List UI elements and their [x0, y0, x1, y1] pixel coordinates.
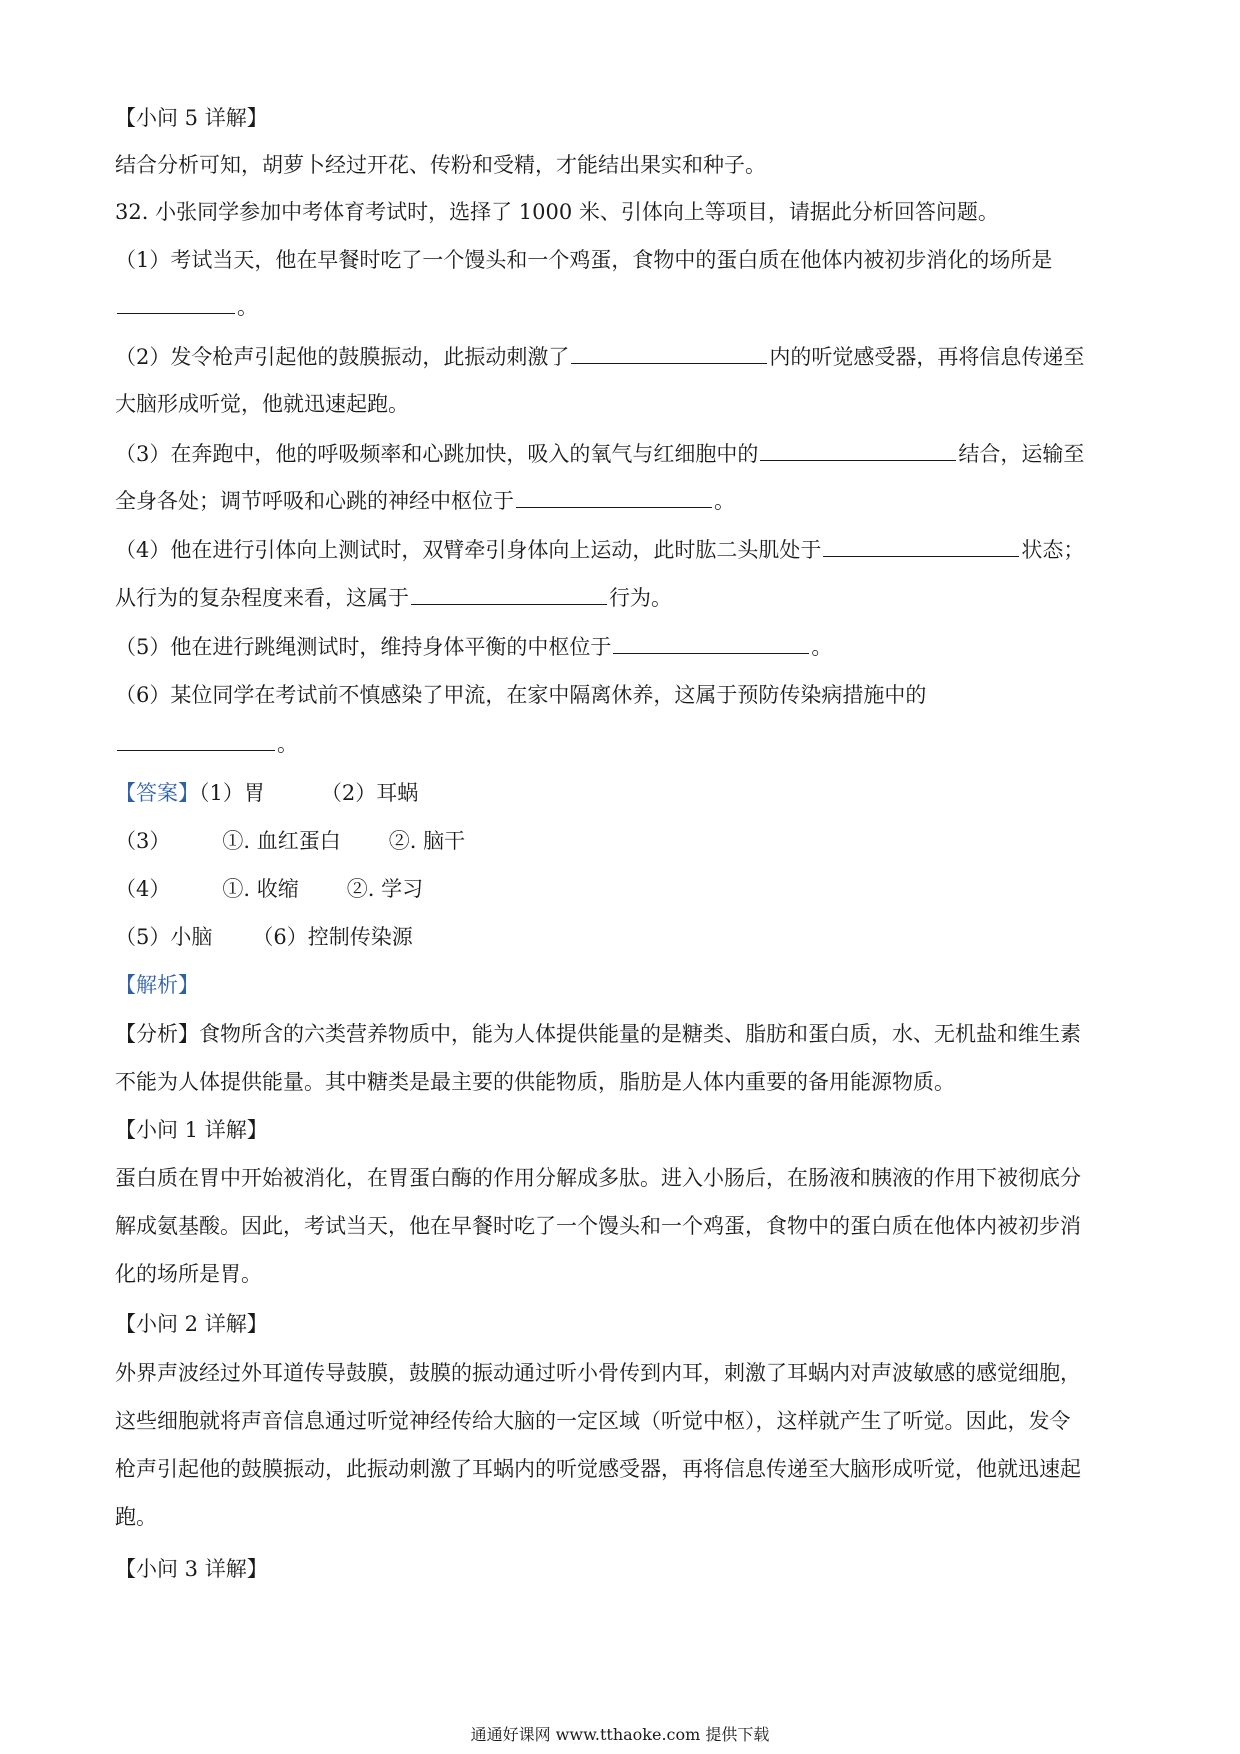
footer-text: 通通好课网 www.tthaoke.com 提供下载	[470, 1725, 770, 1744]
answer-line2: （3） ①. 血红蛋白 ②. 脑干	[115, 829, 466, 853]
section5-heading: 【小问 5 详解】	[115, 106, 268, 130]
q5-line: （5）他在进行跳绳测试时，维持身体平衡的中枢位于 。	[115, 635, 833, 659]
s3-heading: 【小问 3 详解】	[115, 1557, 268, 1581]
answer-blank	[411, 584, 607, 605]
section5-text: 结合分析可知，胡萝卜经过开花、传粉和受精，才能结出果实和种子。	[115, 153, 766, 177]
answer-blank	[571, 343, 767, 364]
q4-line1: （4）他在进行引体向上测试时，双臂牵引身体向上运动，此时肱二头肌处于 状态；	[115, 538, 1085, 562]
answer-line4: （5）小脑 （6）控制传染源	[115, 925, 413, 949]
s1-line3: 化的场所是胃。	[115, 1262, 262, 1286]
q3-line2: 全身各处；调节呼吸和心跳的神经中枢位于 。	[115, 489, 735, 513]
answer-blank	[117, 730, 275, 751]
q2-line1: （2）发令枪声引起他的鼓膜振动，此振动刺激了 内的听觉感受器，再将信息传递至	[115, 345, 1085, 369]
q1-line1: （1）考试当天，他在早餐时吃了一个馒头和一个鸡蛋，食物中的蛋白质在他体内被初步消化的场所是	[115, 248, 1053, 272]
question-intro: 32. 小张同学参加中考体育考试时，选择了 1000 米、引体向上等项目，请据此分析回答问题。	[115, 200, 999, 224]
s2-heading: 【小问 2 详解】	[115, 1312, 268, 1336]
answer-blank	[823, 536, 1019, 557]
s2-line4: 跑。	[115, 1505, 157, 1529]
s1-line1: 蛋白质在胃中开始被消化，在胃蛋白酶的作用分解成多肽。进入小肠后，在肠液和胰液的作用下被彻底分	[115, 1166, 1081, 1190]
answer-line3: （4） ①. 收缩 ②. 学习	[115, 877, 424, 901]
answer-label: 【答案】	[115, 781, 199, 805]
s2-line1: 外界声波经过外耳道传导鼓膜，鼓膜的振动通过听小骨传到内耳，刺激了耳蜗内对声波敏感的感觉细胞，	[115, 1361, 1081, 1385]
answer-blank	[760, 440, 956, 461]
answer-line1: 【答案】（1）胃 （2）耳蜗	[115, 781, 419, 805]
answer-blank	[117, 293, 235, 314]
s2-line2: 这些细胞就将声音信息通过听觉神经传给大脑的一定区域（听觉中枢），这样就产生了听觉。因此，发令	[115, 1409, 1071, 1433]
q1-line2: 。	[115, 292, 1125, 322]
q6-line2: 。	[115, 729, 1125, 759]
s1-heading: 【小问 1 详解】	[115, 1118, 268, 1142]
s1-line2: 解成氨基酸。因此，考试当天，他在早餐时吃了一个馒头和一个鸡蛋，食物中的蛋白质在他体内被初步消	[115, 1214, 1081, 1238]
q3-line1: （3）在奔跑中，他的呼吸频率和心跳加快，吸入的氧气与红细胞中的 结合，运输至	[115, 442, 1085, 466]
fenxi-line2: 不能为人体提供能量。其中糖类是最主要的供能物质，脂肪是人体内重要的备用能源物质。	[115, 1070, 955, 1094]
answer-blank	[613, 633, 809, 654]
fenxi-line1: 【分析】食物所含的六类营养物质中，能为人体提供能量的是糖类、脂肪和蛋白质，水、无机盐和维生素	[115, 1022, 1081, 1046]
q6-line1: （6）某位同学在考试前不慎感染了甲流，在家中隔离休养，这属于预防传染病措施中的	[115, 683, 927, 707]
answer-blank	[516, 487, 712, 508]
q4-line2: 从行为的复杂程度来看，这属于 行为。	[115, 586, 672, 610]
analysis-label: 【解析】	[115, 973, 199, 997]
s2-line3: 枪声引起他的鼓膜振动，此振动刺激了耳蜗内的听觉感受器，再将信息传递至大脑形成听觉，他就迅速起	[115, 1457, 1081, 1481]
q2-line2: 大脑形成听觉，他就迅速起跑。	[115, 392, 409, 416]
